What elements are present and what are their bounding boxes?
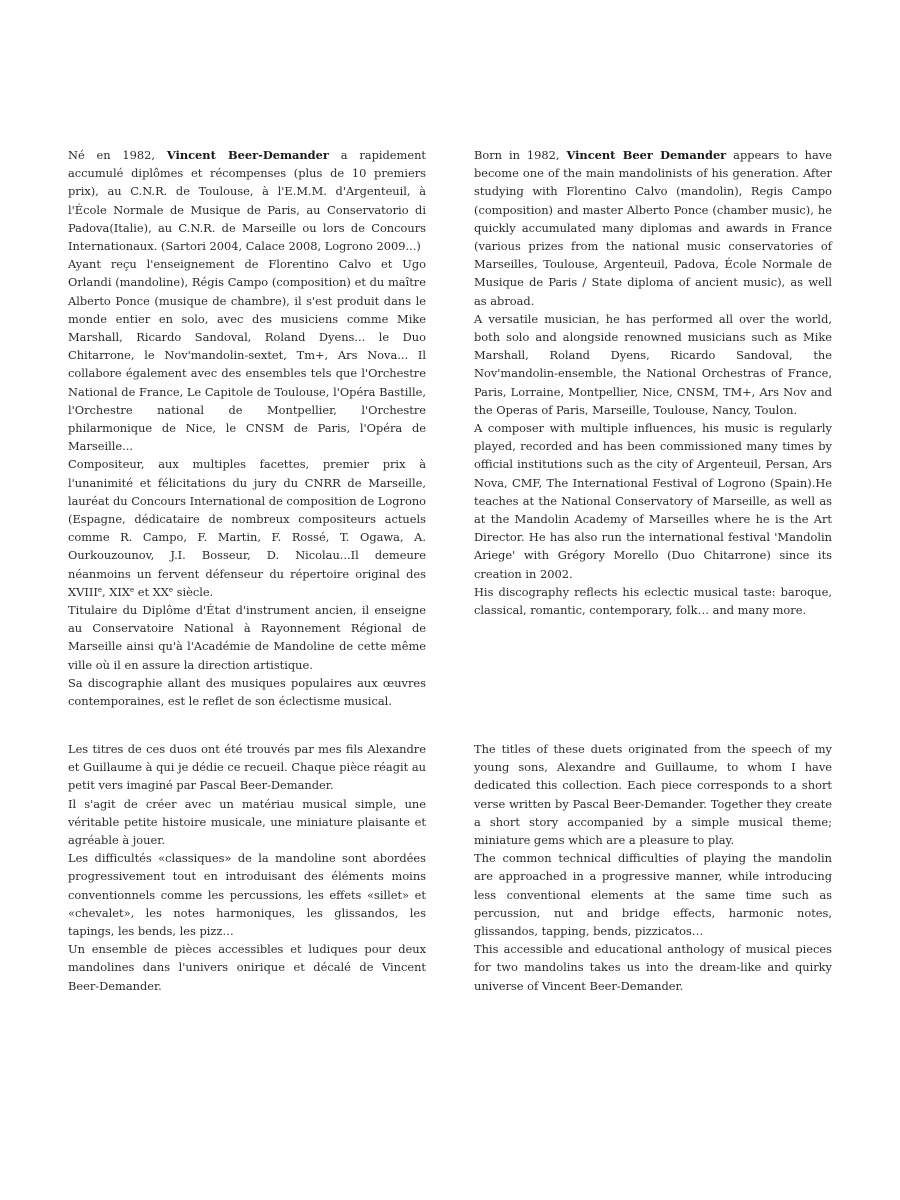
collection-fr-paragraph-1: Les titres de ces duos ont été trouvés par mes fils Alexandre et Guillaume à qui je dédie ce recueil. Chaque pièce réagit au petit vers imaginé par Pascal Beer-Demander. <box>68 742 426 793</box>
bio-en-paragraph-4: His discography reflects his eclectic musical taste: baroque, classical, romantic, contemporary, folk… and many more. <box>474 584 832 618</box>
collection-en-paragraph-2: The common technical difficulties of playing the mandolin are approached in a progressive manner, while introducing less conventional elements at the same time such as percussion, nut and bridge effects, harmonic notes, glissandos, tapping, bends, pizzicatos… <box>474 851 832 939</box>
bio-en-paragraph-2: A versatile musician, he has performed all over the world, both solo and alongside renowned musicians such as Mike Marshall, Roland Dyens, Ricardo Sandoval, the Nov'mandolin-ensemble, the National Orchestras of France, Paris, Lorraine, Montpellier, Nice, CNSM, TM+, Ars Nov and the Operas of Paris, Marseille, Toulouse, Nancy, Toulon. <box>474 311 832 417</box>
collection-en-paragraph-1: The titles of these duets originated from the speech of my young sons, Alexandre and Guillaume, to whom I have dedicated this collection. Each piece corresponds to a short verse written by Pascal Beer-Demander. Together they create a short story accompanied by a simple musical theme; miniature gems which are a pleasure to play. <box>474 742 832 848</box>
bio-fr-paragraph-3: Compositeur, aux multiples facettes, premier prix à l'unanimité et félicitations du jury du CNRR de Marseille, lauréat du Concours International de composition de Logrono (Espagne, dédicataire de nombreux compositeurs actuels comme R. Campo, F. Martin, F. Rossé, T. Ogawa, A. Ourkouzounov, J.I. Bosseur, D. Nicolau...Il demeure néanmoins un fervent défenseur du répertoire original des XVIIIe, XIXe et XXe siècle. <box>68 457 427 599</box>
collection-french-column <box>68 740 426 995</box>
bio-fr-paragraph-5: Sa discographie allant des musiques populaires aux œuvres contemporaines, est le reflet de son éclectisme musical. <box>68 675 426 709</box>
collection-fr-paragraph-2: Il s'agit de créer avec un matériau musical simple, une véritable petite histoire musicale, une miniature plaisante et agréable à jouer. <box>68 796 426 848</box>
collection-fr-paragraph-3: Les difficultés «classiques» de la mandoline sont abordées progressivement tout en introduisant des éléments moins conventionnels comme les percussions, les effets «sillet» et «chevalet», les notes harmoniques, les glissandos, les tapings, les bends, les pizz… <box>68 851 426 939</box>
collection-en-paragraph-3: This accessible and educational anthology of musical pieces for two mandolins takes us into the dream-like and quirky universe of Vincent Beer-Demander. <box>474 942 832 993</box>
bio-fr-paragraph-1: Né en 1982, Vincent Beer-Demander a rapidement accumulé diplômes et récompenses (plus de 10 premiers prix), au C.N.R. de Toulouse, à l'E.M.M. d'Argenteuil, à l'École Normale de Musique de Paris, au Conservatorio di Padova(Italie), au C.N.R. de Marseille ou lors de Concours Internationaux. (Sartori 2004, Calace 2008, Logrono 2009...) <box>68 148 426 254</box>
bio-en-paragraph-3: A composer with multiple influences, his music is regularly played, recorded and has been commissioned many times by official institutions such as the city of Argenteuil, Persan, Ars Nova, CMF, The International Festival of Logrono (Spain).He teaches at the National Conservatory of Marseille, as well as at the Mandolin Academy of Marseilles where he is the Art Director. He has also run the international festival 'Mandolin Ariege' with Grégory Morello (Duo Chitarrone) since its creation in 2002. <box>474 421 832 581</box>
biography-french-column <box>68 146 426 710</box>
biography-english-column <box>474 146 832 619</box>
bio-en-paragraph-1: Born in 1982, Vincent Beer Demander appears to have become one of the main mandolinists of his generation. After studying with Florentino Calvo (mandolin), Regis Campo (composition) and master Alberto Ponce (chamber music), he quickly accumulated many diplomas and awards in France (various prizes from the national music conservatories of Marseilles, Toulouse, Argenteuil, Padova, École Normale de Musique de Paris / State diploma of ancient music), as well as abroad. <box>474 148 832 308</box>
bio-fr-paragraph-2: Ayant reçu l'enseignement de Florentino Calvo et Ugo Orlandi (mandoline), Régis Campo (composition) et du maître Alberto Ponce (musique de chambre), il s'est produit dans le monde entier en solo, avec des musiciens comme Mike Marshall, Ricardo Sandoval, Roland Dyens... le Duo Chitarrone, le Nov'mandolin-sextet, Tm+, Ars Nova... Il collabore également avec des ensembles tels que l'Orchestre National de France, Le Capitole de Toulouse, l'Opéra Bastille, l'Orchestre national de Montpellier, l'Orchestre philarmonique de Nice, le CNSM de Paris, l'Opéra de Marseille... <box>68 257 426 454</box>
artist-name: Vincent Beer-Demander <box>166 148 329 162</box>
bio-fr-paragraph-4: Titulaire du Diplôme d'État d'instrument ancien, il enseigne au Conservatoire National à Rayonnement Régional de Marseille ainsi qu'à l'Académie de Mandoline de cette même ville où il en assure la direction artistique. <box>68 603 426 672</box>
collection-fr-paragraph-4: Un ensemble de pièces accessibles et ludiques pour deux mandolines dans l'univers onirique et décalé de Vincent Beer-Demander. <box>68 942 426 993</box>
artist-name: Vincent Beer Demander <box>566 148 727 162</box>
collection-english-column <box>474 740 832 995</box>
